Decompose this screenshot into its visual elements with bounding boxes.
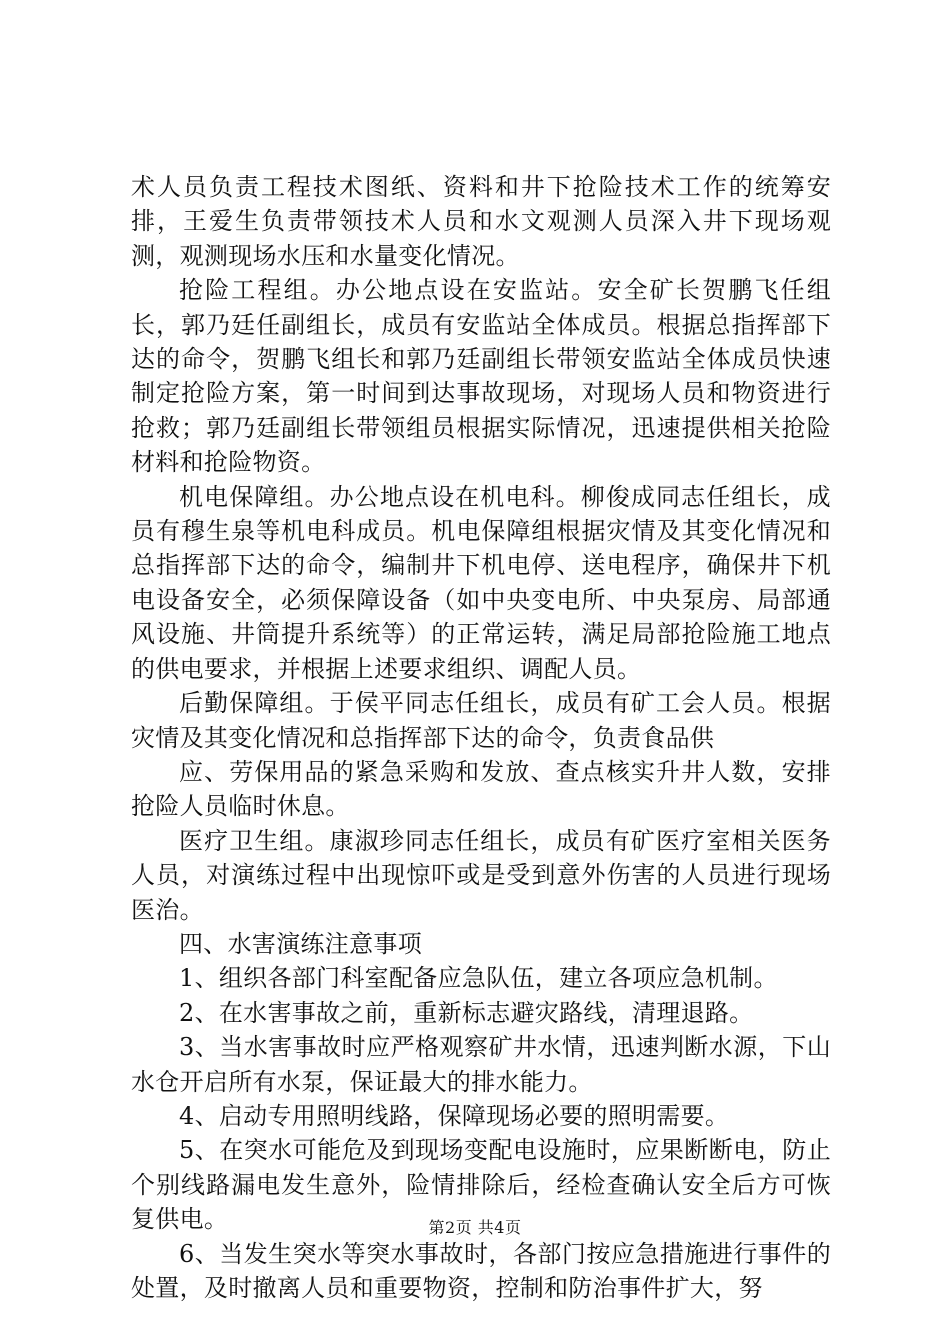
paragraph-logistics-group: 后勤保障组。于侯平同志任组长，成员有矿工会人员。根据灾情及其变化情况和总指挥部下达的命令，负责食品供 xyxy=(131,689,831,752)
paragraph-continued: 术人员负责工程技术图纸、资料和井下抢险技术工作的统筹安排，王爱生负责带领技术人员和水文观测人员深入井下现场观测，观测现场水压和水量变化情况。 xyxy=(131,173,831,270)
list-item-3: 3、当水害事故时应严格观察矿井水情，迅速判断水源，下山水仓开启所有水泵，保证最大的排水能力。 xyxy=(131,1033,831,1096)
document-body xyxy=(131,170,831,1305)
section-heading: 四、水害演练注意事项 xyxy=(179,929,422,958)
list-item-6: 6、当发生突水等突水事故时，各部门按应急措施进行事件的处置，及时撤离人员和重要物资，控制和防治事件扩大，努 xyxy=(131,1239,831,1302)
list-item-2: 2、在水害事故之前，重新标志避灾路线，清理退路。 xyxy=(179,998,754,1027)
paragraph-medical-group: 医疗卫生组。康淑珍同志任组长，成员有矿医疗室相关医务人员，对演练过程中出现惊吓或是受到意外伤害的人员进行现场医治。 xyxy=(131,826,831,924)
paragraph-electromechanical-group: 机电保障组。办公地点设在机电科。柳俊成同志任组长，成员有穆生泉等机电科成员。机电保障组根据灾情及其变化情况和总指挥部下达的命令，编制井下机电停、送电程序，确保井下机电设备安全，必须保障设备（如中央变电所、中央泵房、局部通风设施、井筒提升系统等）的正常运转，满足局部抢险施工地点的供电要求，并根据上述要求组织、调配人员。 xyxy=(131,482,831,683)
paragraph-rescue-engineering-group: 抢险工程组。办公地点设在安监站。安全矿长贺鹏飞任组长，郭乃廷任副组长，成员有安监站全体成员。根据总指挥部下达的命令，贺鹏飞组长和郭乃廷副组长带领安监站全体成员快速制定抢险方案，第一时间到达事故现场，对现场人员和物资进行抢救；郭乃廷副组长带领组员根据实际情况，迅速提供相关抢险材料和抢险物资。 xyxy=(131,276,831,477)
page-footer: 第2页 共4页 xyxy=(428,1218,522,1237)
list-item-1: 1、组织各部门科室配备应急队伍，建立各项应急机制。 xyxy=(179,964,778,993)
list-item-4: 4、启动专用照明线路，保障现场必要的照明需要。 xyxy=(179,1101,730,1130)
paragraph-logistics-continued: 应、劳保用品的紧急采购和发放、查点核实升井人数，安排抢险人员临时休息。 xyxy=(131,757,831,821)
list-item-5: 5、在突水可能危及到现场变配电设施时，应果断断电，防止个别线路漏电发生意外，险情排除后，经检查确认安全后方可恢复供电。 xyxy=(131,1136,831,1234)
